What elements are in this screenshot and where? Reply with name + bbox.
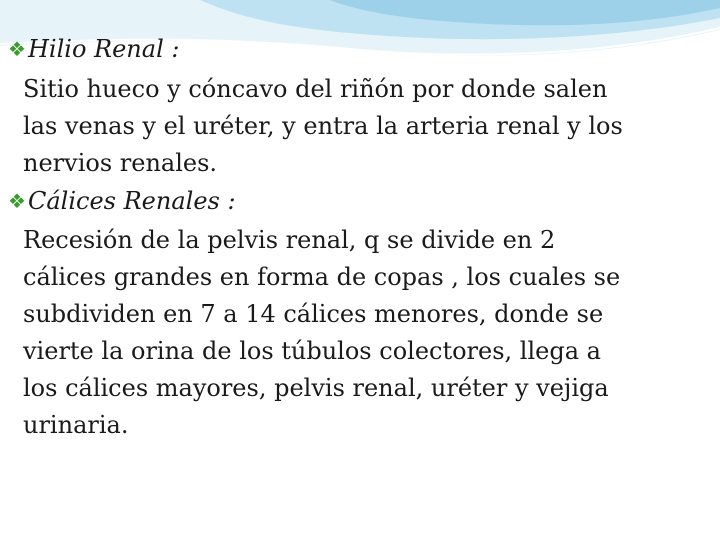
term-calices-renales: Cálices Renales bbox=[28, 187, 220, 215]
diamond-bullet-icon: ❖ bbox=[8, 37, 26, 61]
text-line: nervios renales. bbox=[23, 149, 218, 177]
heading-calices-renales bbox=[8, 182, 708, 220]
term-suffix: : bbox=[219, 187, 236, 215]
text-line: Sitio hueco y cóncavo del riñón por donde salen bbox=[23, 75, 608, 103]
text-line: urinaria. bbox=[23, 411, 129, 439]
paragraph-calices-renales bbox=[8, 222, 708, 444]
term-suffix: : bbox=[163, 35, 180, 63]
term-hilio-renal: Hilio Renal bbox=[28, 35, 164, 63]
text-line: Recesión de la pelvis renal, q se divide en 2 bbox=[23, 226, 556, 254]
paragraph-hilio-renal bbox=[8, 71, 708, 182]
diamond-bullet-icon: ❖ bbox=[8, 189, 26, 213]
text-line: vierte la orina de los túbulos colectores, llega a bbox=[23, 337, 601, 365]
text-line: las venas y el uréter, y entra la arteria renal y los bbox=[23, 112, 623, 140]
heading-hilio-renal bbox=[8, 30, 708, 68]
slide-content bbox=[8, 30, 708, 444]
text-line: los cálices mayores, pelvis renal, uréter y vejiga bbox=[23, 374, 609, 402]
text-line: subdividen en 7 a 14 cálices menores, donde se bbox=[23, 300, 604, 328]
text-line: cálices grandes en forma de copas , los cuales se bbox=[23, 263, 621, 291]
